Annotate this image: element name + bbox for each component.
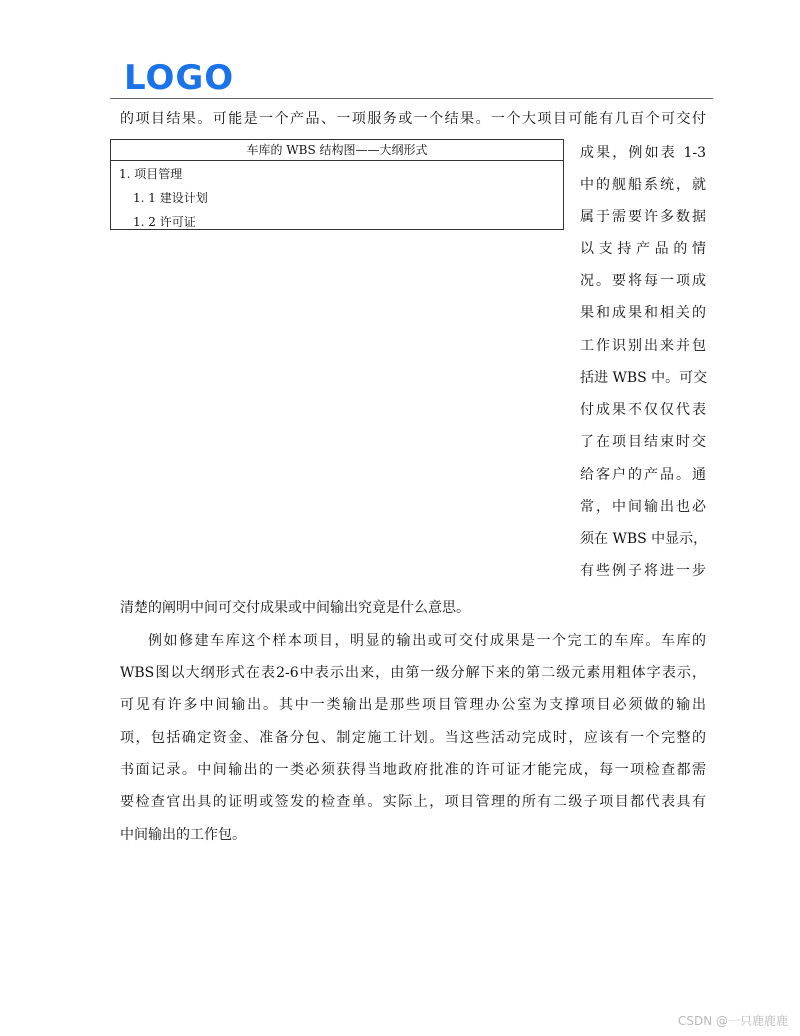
wbs-item: 1. 1 建设计划 — [133, 191, 208, 205]
watermark: CSDN @一只鹿鹿鹿 — [677, 1014, 788, 1028]
paragraph-line: 的项目结果。可能是一个产品、一项服务或一个结果。一个大项目可能有几百个可交付 — [120, 111, 706, 127]
paragraph-line: 要检查官出具的证明或签发的检查单。实际上，项目管理的所有二级子项目都代表具有 — [120, 794, 706, 810]
paragraph-line: 属于需要许多数据 — [580, 209, 706, 225]
paragraph-line: 括进 WBS 中。可交 — [580, 370, 708, 386]
paragraph-line: 可见有许多中间输出。其中一类输出是那些项目管理办公室为支撑项目必须做的输出 — [120, 697, 706, 713]
paragraph-line: 给客户的产品。通 — [580, 467, 706, 483]
paragraph-line: 有些例子将进一步 — [580, 563, 706, 579]
header-divider — [110, 98, 713, 99]
paragraph-line: 须在 WBS 中显示， — [580, 531, 708, 547]
wbs-item: 1. 2 许可证 — [133, 215, 196, 229]
paragraph-line: WBS图以大纲形式在表2-6中表示出来，由第一级分解下来的第二级元素用粗体字表示， — [120, 665, 706, 681]
paragraph-line: 了在项目结束时交 — [580, 434, 706, 450]
paragraph-line: 项，包括确定资金、准备分包、制定施工计划。当这些活动完成时，应该有一个完整的 — [120, 730, 706, 746]
wbs-outline-table — [110, 139, 564, 230]
paragraph-line: 中间输出的工作包。 — [120, 827, 246, 843]
paragraph-line: 工作识别出来并包 — [580, 338, 706, 354]
wbs-item: 1. 项目管理 — [119, 167, 183, 181]
paragraph-line: 常，中间输出也必 — [580, 499, 706, 515]
paragraph-line: 况。要将每一项成 — [580, 273, 706, 289]
wbs-table-title: 车库的 WBS 结构图——大纲形式 — [111, 140, 563, 161]
paragraph-line: 付成果不仅仅代表 — [580, 402, 706, 418]
paragraph-line: 清楚的阐明中间可交付成果或中间输出究竟是什么意思。 — [120, 600, 470, 616]
paragraph-line: 书面记录。中间输出的一类必须获得当地政府批准的许可证才能完成，每一项检查都需 — [120, 762, 706, 778]
paragraph-line: 例如修建车库这个样本项目，明显的输出或可交付成果是一个完工的车库。车库的 — [148, 633, 706, 649]
paragraph-line: 成果，例如表 1-3 — [580, 145, 706, 161]
paragraph-line: 以支持产品的情 — [580, 241, 706, 257]
logo: LOGO — [124, 58, 235, 98]
paragraph-line: 中的舰船系统，就 — [580, 177, 706, 193]
paragraph-line: 果和成果和相关的 — [580, 305, 706, 321]
